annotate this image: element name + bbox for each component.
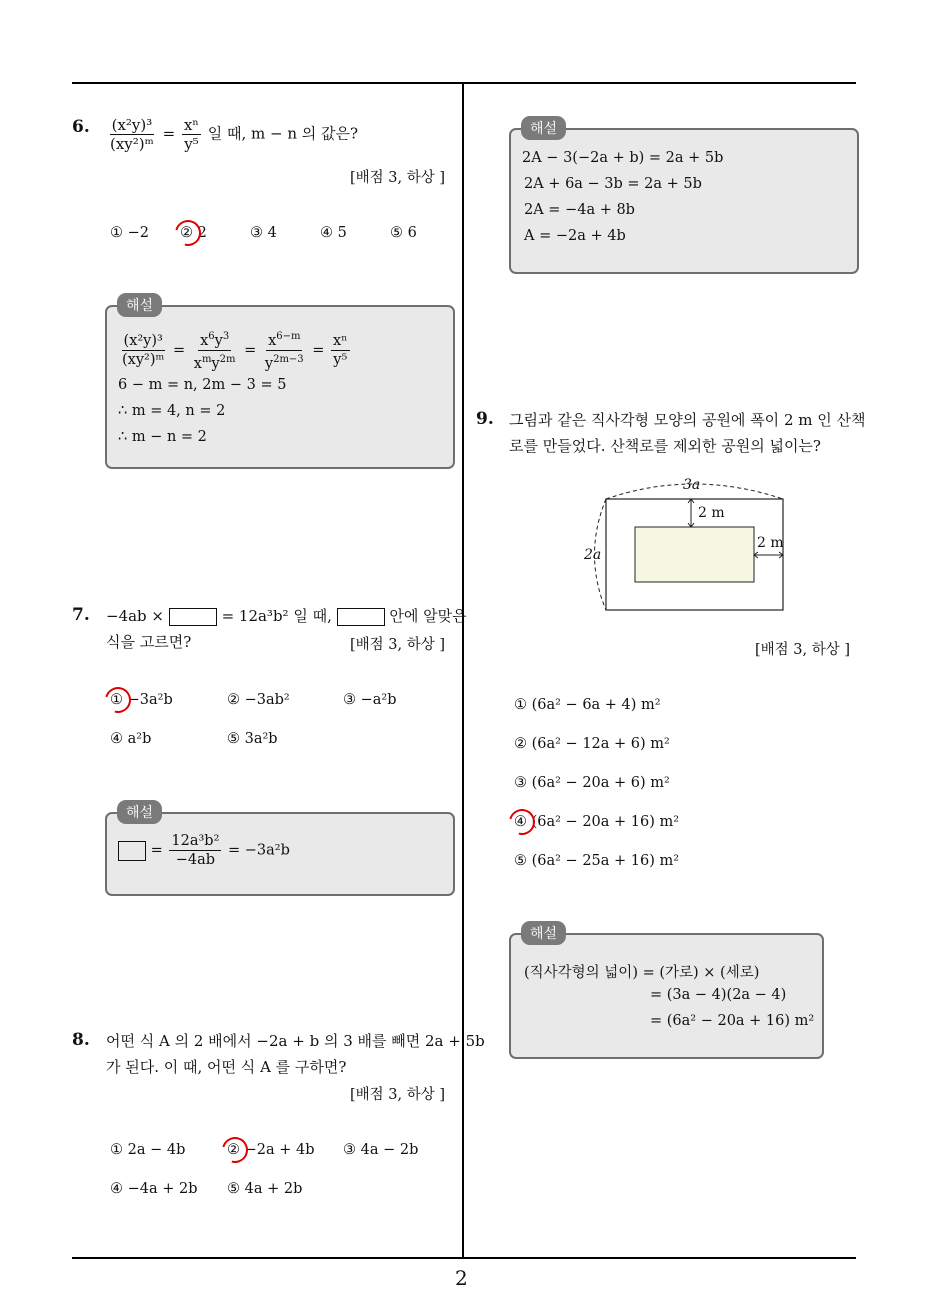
q8-solution-line-2: 2A + 6a − 3b = 2a + 5b (524, 176, 702, 192)
q6-option-1[interactable]: ① −2 (110, 225, 149, 241)
q6-option-4[interactable]: ④ 5 (320, 225, 347, 241)
top-rule (72, 82, 856, 84)
bottom-rule (72, 1257, 856, 1259)
q8-option-4[interactable]: ④ −4a + 2b (110, 1181, 198, 1197)
question-9-score: [배점 3, 하상 ] (755, 642, 851, 658)
q9-option-4[interactable]: ④ (6a² − 20a + 16) m² (514, 814, 680, 830)
q8-solution-line-4: A = −2a + 4b (524, 228, 626, 244)
question-7-number: 7. (72, 605, 90, 625)
q6-solution-tag: 해설 (117, 293, 162, 317)
question-8-score: [배점 3, 하상 ] (350, 1087, 446, 1103)
q8-option-2[interactable]: ② −2a + 4b (227, 1142, 315, 1158)
column-divider (462, 82, 464, 1259)
q7-option-2[interactable]: ② −3ab² (227, 692, 290, 708)
question-7-text-line2: 식을 고르면? (106, 633, 192, 651)
q7-option-4[interactable]: ④ a²b (110, 731, 152, 747)
q6-solution-line-1: 6 − m = n, 2m − 3 = 5 (118, 377, 287, 393)
q6-answer-mark (170, 215, 206, 251)
q7-option-5[interactable]: ⑤ 3a²b (227, 731, 278, 747)
q6-solution-fraction-line: $\frac{\text{(x²y)³}}{\text{(xy²)ᵐ}}$ = $\frac{x^6y^3}{x^my^{2m}}$ = $\frac{x^{6-m}}{y^{2m-3}}$ = $\frac{\text{xⁿ}}{\text{y⁵}}$ (118, 328, 352, 373)
q7-solution-line: = $\frac{\text{12a³b²}}{-4ab}$ = −3a²b (118, 832, 290, 869)
q6-option-2[interactable]: ② 2 (180, 225, 207, 241)
question-9-line2: 로를 만들었다. 산책로를 제외한 공원의 넓이는? (509, 437, 821, 455)
q9-answer-mark (504, 804, 540, 840)
q6-solution-line-3: ∴ m − n = 2 (118, 429, 207, 445)
q8-answer-mark (217, 1132, 253, 1168)
q7-solution-tag: 해설 (117, 800, 162, 824)
q7-blank-box (169, 608, 217, 626)
q8-solution-tag: 해설 (521, 116, 566, 140)
q6-solution-line-2: ∴ m = 4, n = 2 (118, 403, 226, 419)
q6-option-3[interactable]: ③ 4 (250, 225, 277, 241)
q7-solution-blank-box (118, 841, 146, 861)
q9-option-3[interactable]: ③ (6a² − 20a + 6) m² (514, 775, 670, 791)
q9-option-1[interactable]: ① (6a² − 6a + 4) m² (514, 697, 661, 713)
question-8-line1: 어떤 식 A 의 2 배에서 −2a + b 의 3 배를 빼면 2a + 5b (106, 1032, 485, 1050)
q9-fig-label-left: 2a (584, 547, 602, 563)
q7-option-1[interactable]: ① −3a²b (110, 692, 173, 708)
q8-solution-line-3: 2A = −4a + 8b (524, 202, 635, 218)
q7-option-3[interactable]: ③ −a²b (343, 692, 397, 708)
question-6-score: [배점 3, 하상 ] (350, 170, 446, 186)
q8-option-3[interactable]: ③ 4a − 2b (343, 1142, 419, 1158)
q7-blank-box-2 (337, 608, 385, 626)
question-9-number: 9. (476, 409, 494, 429)
q9-fig-label-inner-right: 2 m (757, 535, 784, 551)
q6-option-5[interactable]: ⑤ 6 (390, 225, 417, 241)
page-number: 2 (455, 1266, 468, 1290)
question-7-score: [배점 3, 하상 ] (350, 637, 446, 653)
q9-solution-line-1: (직사각형의 넓이) = (가로) × (세로) (524, 965, 760, 981)
q8-option-5[interactable]: ⑤ 4a + 2b (227, 1181, 303, 1197)
q6-rhs-fraction: $\frac{\text{xⁿ}}{\text{y⁵}}$ (183, 116, 199, 153)
q9-fig-label-inner-top: 2 m (698, 505, 725, 521)
q9-solution-line-2: = (3a − 4)(2a − 4) (650, 987, 787, 1003)
question-6-text: $\frac{\text{(x²y)³}}{\text{(xy²)ᵐ}}$ = $\frac{\text{xⁿ}}{\text{y⁵}}$ 일 때, m − n 의 값은? (110, 116, 359, 153)
question-7-text: −4ab × = 12a³b² 일 때, 안에 알맞은 (106, 607, 467, 625)
q8-solution-line-1: 2A − 3(−2a + b) = 2a + 5b (522, 150, 724, 166)
question-6-number: 6. (72, 117, 90, 137)
question-9-line1: 그림과 같은 직사각형 모양의 공원에 폭이 2 m 인 산책 (509, 411, 866, 429)
q9-fig-label-top: 3a (683, 477, 701, 493)
question-8-line2: 가 된다. 이 때, 어떤 식 A 를 구하면? (106, 1058, 347, 1076)
q9-option-2[interactable]: ② (6a² − 12a + 6) m² (514, 736, 670, 752)
q9-solution-tag: 해설 (521, 921, 566, 945)
q9-option-5[interactable]: ⑤ (6a² − 25a + 16) m² (514, 853, 680, 869)
q8-option-1[interactable]: ① 2a − 4b (110, 1142, 186, 1158)
q7-answer-mark (100, 682, 136, 718)
q6-lhs-fraction: $\frac{\text{(x²y)³}}{\text{(xy²)ᵐ}}$ (110, 116, 154, 153)
q9-solution-line-3: = (6a² − 20a + 16) m² (650, 1013, 815, 1029)
question-8-number: 8. (72, 1030, 90, 1050)
